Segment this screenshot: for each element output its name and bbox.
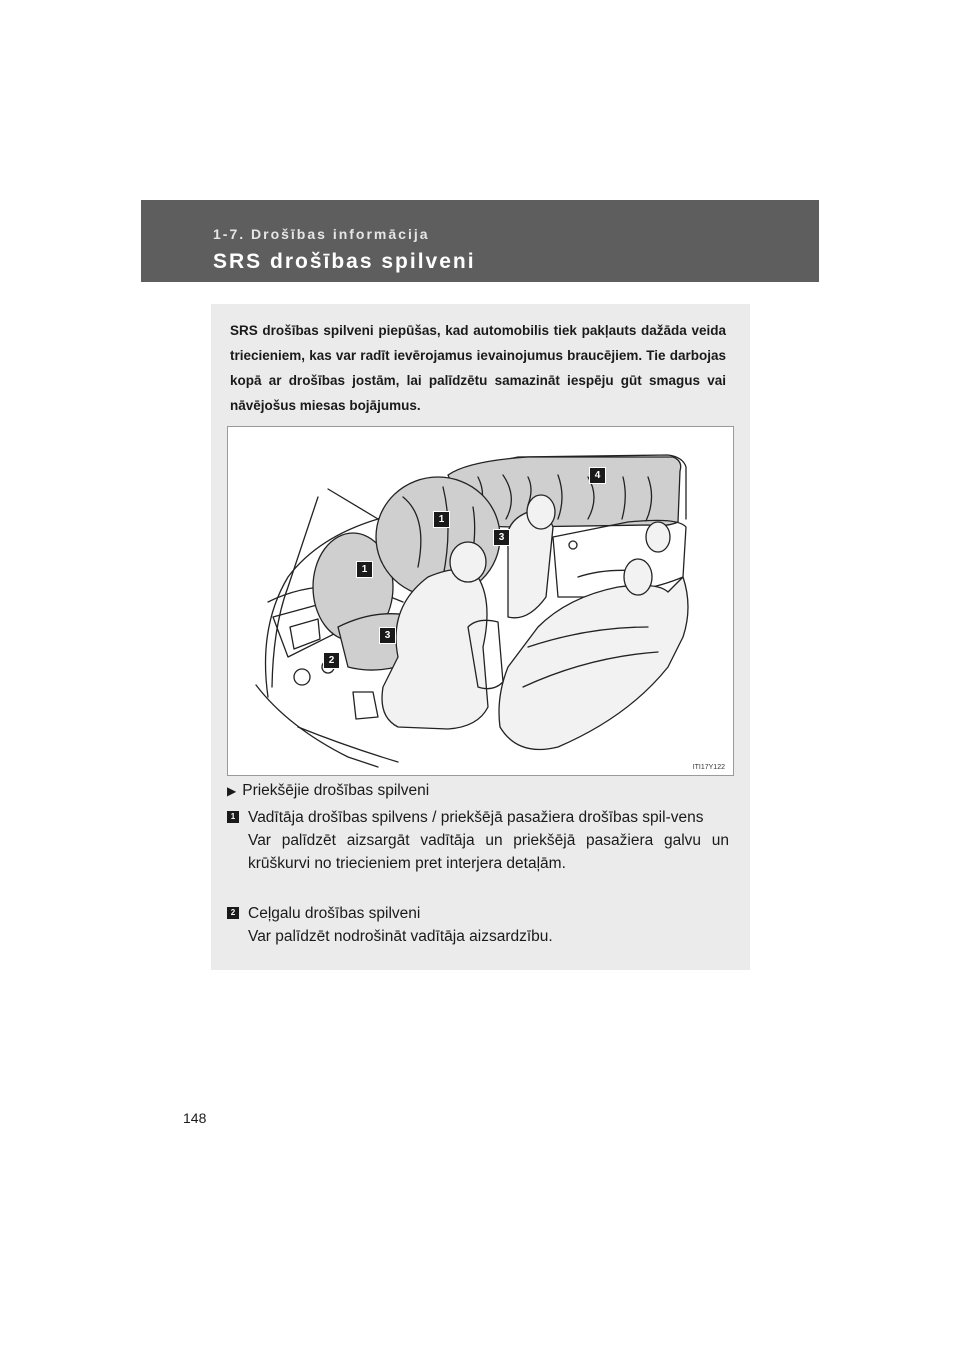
item-number-badge: 2 [227,907,239,919]
triangle-bullet-icon: ▶ [227,784,237,798]
list-item [227,902,729,948]
intro-text: SRS drošības spilveni piepūšas, kad automobilis tiek pakļauts dažāda veida triecieniem, kas var radīt ievērojamus ievainojumus braucējiem. Tie darbojas kopā ar drošības jostām, lai palīdzētu samazināt iespēju gūt smagus vai nāvējošus miesas bojājumus. [230,323,726,413]
car-interior-drawing [228,427,733,775]
airbag-tag-4-curtain: 4 [589,467,606,484]
figure-code: ITI17Y122 [692,764,725,771]
airbag-tag-2-knee: 2 [323,652,340,669]
item-title: Vadītāja drošības spilvens / priekšējā pasažiera drošības spil-vens [248,809,704,826]
item-description: Var palīdzēt nodrošināt vadītāja aizsardzību. [248,928,553,945]
airbag-tag-3-rear: 3 [493,529,510,546]
item-description: Var palīdzēt aizsargāt vadītāja un priekšējā pasažiera galvu un krūškurvi no triecieniem pret interjera detaļām. [248,832,729,872]
content-panel [211,304,750,970]
page-number: 148 [183,1110,207,1126]
section-label: 1-7. Drošības informācija [213,226,430,242]
item-number-badge: 1 [227,811,239,823]
page-title: SRS drošības spilveni [213,250,476,273]
airbag-tag-1-passenger: 1 [433,511,450,528]
subheading [227,782,429,800]
airbag-tag-1-driver: 1 [356,561,373,578]
header-band [141,200,819,282]
item-title: Ceļgalu drošības spilveni [248,905,421,922]
airbag-tag-3-front: 3 [379,627,396,644]
subheading-text: Priekšējie drošības spilveni [242,782,430,799]
airbag-illustration [227,426,734,776]
list-item [227,806,729,875]
